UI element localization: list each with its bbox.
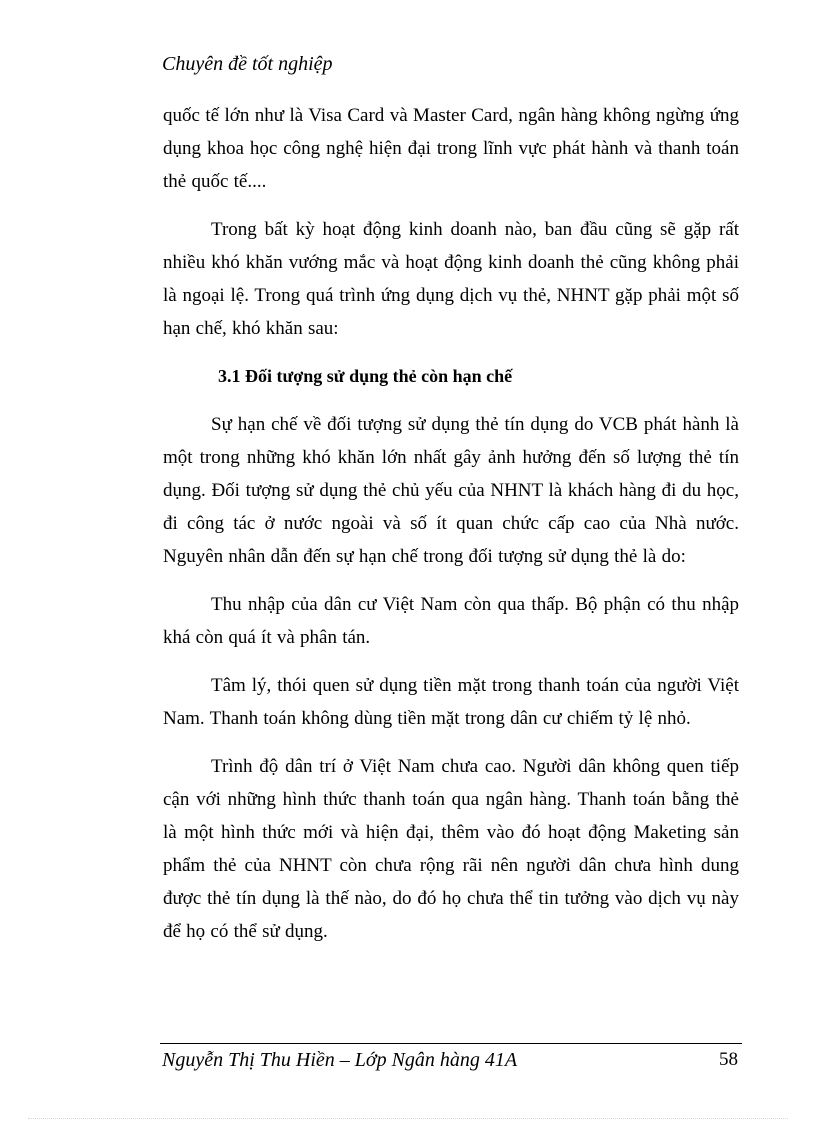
header-title: Chuyên đề tốt nghiệp [162,53,333,75]
footer-divider [160,1043,742,1044]
page-number: 58 [719,1049,738,1070]
paragraph-education: Trình độ dân trí ở Việt Nam chưa cao. Người dân không quen tiếp cận với những hình thức thanh toán qua ngân hàng. Thanh toán bằng thẻ là một hình thức mới và hiện đại, thêm vào đó hoạt động Maketing sản phẩm thẻ của NHNT còn chưa rộng rãi nên người dân chưa hình dung được thẻ tín dụng là thế nào, do đó họ chưa thể tin tưởng vào dịch vụ này để họ có thể sử dụng. [163,756,739,942]
paragraph-income: Thu nhập của dân cư Việt Nam còn qua thấp. Bộ phận có thu nhập khá còn quá ít và phân tán. [163,594,739,648]
paragraph-intro-difficulties: Trong bất kỳ hoạt động kinh doanh nào, ban đầu cũng sẽ gặp rất nhiều khó khăn vướng mắc và hoạt động kinh doanh thẻ cũng không phải là ngoại lệ. Trong quá trình ứng dụng dịch vụ thẻ, NHNT gặp phải một số hạn chế, khó khăn sau: [163,219,739,339]
paragraph-continuation: quốc tế lớn như là Visa Card và Master Card, ngân hàng không ngừng ứng dụng khoa học công nghệ hiện đại trong lĩnh vực phát hành và thanh toán thẻ quốc tế.... [163,105,739,192]
paragraph-restriction: Sự hạn chế về đối tượng sử dụng thẻ tín dụng do VCB phát hành là một trong những khó khăn lớn nhất gây ảnh hưởng đến số lượng thẻ tín dụng. Đối tượng sử dụng thẻ chủ yếu của NHNT là khách hàng đi du học, đi công tác ở nước ngoài và số ít quan chức cấp cao của Nhà nước. Nguyên nhân dẫn đến sự hạn chế trong đối tượng sử dụng thẻ là do: [163,414,739,567]
paragraph-cash-habit: Tâm lý, thói quen sử dụng tiền mặt trong thanh toán của người Việt Nam. Thanh toán không dùng tiền mặt trong dân cư chiếm tỷ lệ nhỏ. [163,675,739,729]
page-edge-divider [28,1118,788,1119]
footer-author: Nguyễn Thị Thu Hiền – Lớp Ngân hàng 41A [162,1049,518,1071]
section-heading: 3.1 Đối tượng sử dụng thẻ còn hạn chế [218,366,513,386]
body-text [163,99,739,948]
